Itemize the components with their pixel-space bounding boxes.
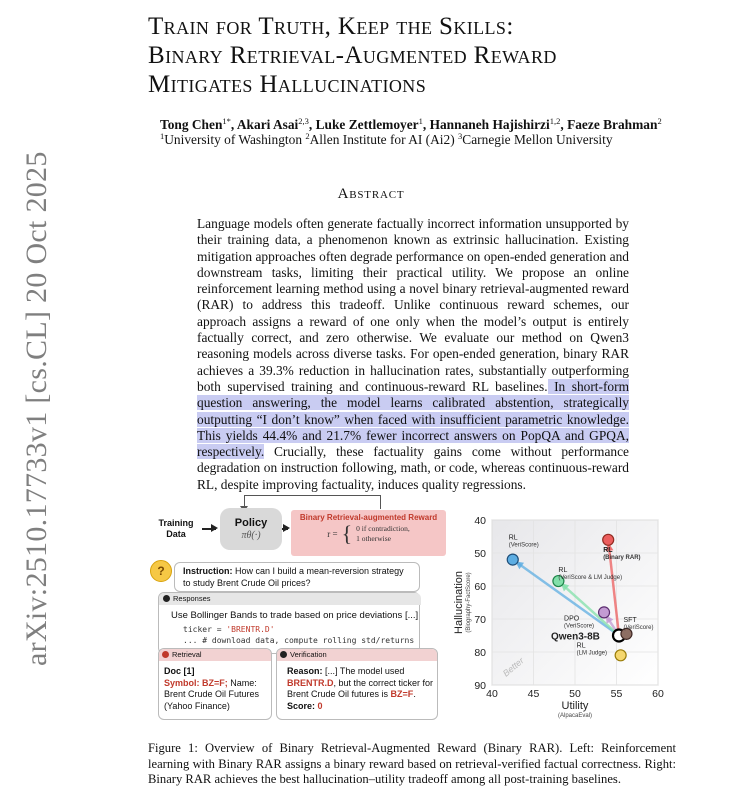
reason-text-3: . <box>413 689 416 699</box>
author-sup: 1* <box>222 116 231 126</box>
responses-tab <box>159 593 421 605</box>
response-code <box>183 624 414 646</box>
code-line-2: ... # download data, compute rolling std/returns <box>183 636 415 645</box>
author-name: Hannaneh Hajishirzi <box>429 117 550 132</box>
retrieval-tab <box>159 649 271 661</box>
scatter-point <box>507 554 518 565</box>
point-sublabel: (VeriScore) <box>508 542 539 549</box>
response-text: Use Bollinger Bands to trade based on price deviations [...] <box>171 610 419 621</box>
x-tick-label: 50 <box>569 688 581 700</box>
reward-title: Binary Retrieval-augmented Reward <box>299 513 438 522</box>
instruction-text: How can I build a mean-reversion strategy to study Brent Crude Oil prices? <box>183 566 404 588</box>
y-tick-label: 70 <box>474 614 486 626</box>
point-label: DPO <box>564 615 580 623</box>
point-label: RL <box>576 642 586 650</box>
thinking-face-icon: ? <box>150 560 172 582</box>
arrow-to-reward <box>282 528 288 530</box>
reward-box <box>291 510 446 556</box>
author-name: Faeze Brahman <box>567 117 658 132</box>
step-3-icon <box>280 651 287 658</box>
feedback-loop-arrow <box>244 495 381 509</box>
reason-wrong-ticker: BRENTR.D <box>287 677 334 688</box>
y-tick-label: 40 <box>474 515 486 527</box>
doc-symbol: Symbol: BZ=F; <box>164 677 228 688</box>
author-sup: 2 <box>657 116 662 126</box>
doc-name: Brent Crude Oil Futures (Yahoo Finance) <box>164 689 260 711</box>
x-axis-label: Utility <box>561 700 589 712</box>
step-2-icon <box>162 651 169 658</box>
reason-label: Reason: <box>287 666 323 676</box>
doc-name-label: Name: <box>227 677 257 688</box>
affiliation-list <box>160 131 613 148</box>
x-axis-sublabel: (AlpacaEval) <box>557 713 593 719</box>
author-name: Luke Zettlemoyer <box>315 117 419 132</box>
point-sublabel: (VeriScore) <box>564 623 595 630</box>
figure-1 <box>148 500 676 740</box>
author-name: Akari Asai <box>236 117 299 132</box>
arrow-to-policy <box>202 528 216 530</box>
x-tick-label: 45 <box>527 688 540 700</box>
author-name: Tong Chen <box>160 117 223 132</box>
reward-equation <box>327 521 410 546</box>
reward-case-0: 0 if contradiction, <box>356 524 410 533</box>
reason-text-1: [...] The model used <box>322 666 405 676</box>
affiliation-sup: 3 <box>458 131 463 141</box>
x-tick-label: 40 <box>486 688 498 700</box>
retrieval-panel <box>158 648 272 720</box>
policy-label: Policy <box>234 517 268 529</box>
title-line-2: Binary Retrieval-Augmented Reward <box>148 42 557 69</box>
reason-text-2: , but the correct ticker for Brent Crude Oil futures is <box>287 677 434 699</box>
point-label: SFT <box>623 616 637 624</box>
scatter-point <box>599 607 610 618</box>
affiliation-name: Carnegie Mellon University <box>462 132 613 147</box>
instruction-box <box>174 562 420 592</box>
reason-correct-ticker: BZ=F <box>390 689 414 699</box>
verification-panel <box>276 648 438 720</box>
affiliation-name: University of Washington <box>164 132 303 147</box>
point-label: RL <box>508 534 518 542</box>
y-tick-label: 50 <box>474 548 486 560</box>
point-sublabel: (VeriScore) <box>623 624 654 631</box>
y-axis-sublabel: (Biography-FactScore) <box>466 572 472 633</box>
retrieval-body <box>164 666 270 712</box>
figure-left-diagram <box>148 500 448 740</box>
point-label: RL <box>603 546 613 554</box>
point-label: RL <box>558 567 568 575</box>
verification-body <box>287 666 437 712</box>
author-list: Tong Chen$^{1*}$, Akari Asai$^{2,3}$, Luke Zettlemoyer$^1$, Hannaneh Hajishirzi$^{1,2}$, Faeze Brahman$^2$ <box>160 116 662 132</box>
retrieval-label: Retrieval <box>172 650 202 659</box>
figure-caption: Figure 1: Overview of Binary Retrieval-Augmented Reward (Binary RAR). Left: Reinforcement learning with Binary RAR assigns a binary reward based on retrieval-verified factual correctness. Right: Binary RAR achieves the best hallucination–utility tradeoff among all post-training baselines. <box>148 741 676 786</box>
y-tick-label: 60 <box>474 581 486 593</box>
point-sublabel: (Binary RAR) <box>603 554 641 561</box>
reward-cases <box>356 524 410 544</box>
reward-r: r = <box>327 529 338 539</box>
policy-symbol: πθ(·) <box>241 530 261 541</box>
point-sublabel: (VeriScore & LM Judge) <box>558 575 623 582</box>
code-line-1-string: 'BRENTR.D' <box>226 625 275 634</box>
hallucination-utility-scatter <box>448 510 676 750</box>
responses-panel <box>158 592 420 654</box>
author-sup: 1,2 <box>549 116 561 126</box>
y-tick-label: 80 <box>474 647 486 659</box>
code-line-1-prefix: ticker = <box>183 625 227 634</box>
abstract-text <box>197 216 629 493</box>
responses-label: Responses <box>173 594 211 603</box>
verification-label: Verification <box>290 650 327 659</box>
point-sublabel: (LM Judge) <box>576 650 608 657</box>
affiliation-sup: 2 <box>305 131 310 141</box>
score-value: 0 <box>317 700 323 711</box>
instruction-label: Instruction: <box>183 566 233 576</box>
title-line-1: Train for Truth, Keep the Skills: <box>148 13 514 40</box>
point-label: Qwen3-8B <box>550 631 600 643</box>
affiliation-sup: 1 <box>160 131 165 141</box>
x-tick-label: 60 <box>652 688 664 700</box>
reward-brace: { <box>341 521 353 546</box>
paper-title <box>148 12 708 99</box>
scatter-point <box>603 534 614 545</box>
abstract-heading: Abstract <box>337 186 405 202</box>
training-data-label: Training Data <box>158 518 194 539</box>
affiliation-name: Allen Institute for AI (Ai2) <box>309 132 455 147</box>
abstract-part-1: Language models often generate factually incorrect information unsupported by their training data, a phenomenon known as extrinsic hallucination. Existing mitigation approaches often degrade performance on open-ended generation and downstream tasks, limiting their practical utility. We propose an online reinforcement learning method using a novel binary retrieval-augmented reward (RAR) to address this tradeoff. Unlike continuous reward schemes, our approach assigns a reward of one only when the model’s output is entirely factually correct, and zero otherwise. We evaluate our method on Qwen3 reasoning models across diverse tasks. For open-ended generation, binary RAR achieves a 39.3% reduction in hallucination rates, substantially outperforming both supervised training and continuous-reward RL baselines. <box>197 216 629 394</box>
figure-right-chart <box>448 510 676 750</box>
author-sup: 2,3 <box>298 116 309 126</box>
abstract-part-2: Crucially, these factuality gains come without performance degradation on instruction following, math, or code, whereas continuous-reward RL, despite improving factuality, induces quality regressions. <box>197 444 629 492</box>
abstract-highlighted-selection[interactable]: In short-form question answering, the model learns calibrated abstention, strategically outputting “I don’t know” when faced with insufficient parametric knowledge. This yields 44.4% and 21.7% fewer incorrect answers on PopQA and GPQA, respectively. <box>197 378 630 460</box>
author-sup: 1 <box>418 116 423 126</box>
y-axis-label: Hallucination <box>453 571 465 634</box>
y-tick-label: 90 <box>474 680 486 692</box>
policy-box <box>220 508 282 550</box>
x-tick-label: 55 <box>610 688 623 700</box>
reward-case-1: 1 otherwise <box>356 534 391 543</box>
scatter-point <box>615 650 626 661</box>
score-label: Score: <box>287 700 316 711</box>
step-1-icon <box>163 595 170 602</box>
arxiv-identifier: arXiv:2510.17733v1 [cs.CL] 20 Oct 2025 <box>20 151 53 666</box>
title-line-3: Mitigates Hallucinations <box>148 71 427 98</box>
better-watermark: Better <box>500 655 526 679</box>
verification-tab <box>277 649 437 661</box>
doc-title: Doc [1] <box>164 666 195 676</box>
